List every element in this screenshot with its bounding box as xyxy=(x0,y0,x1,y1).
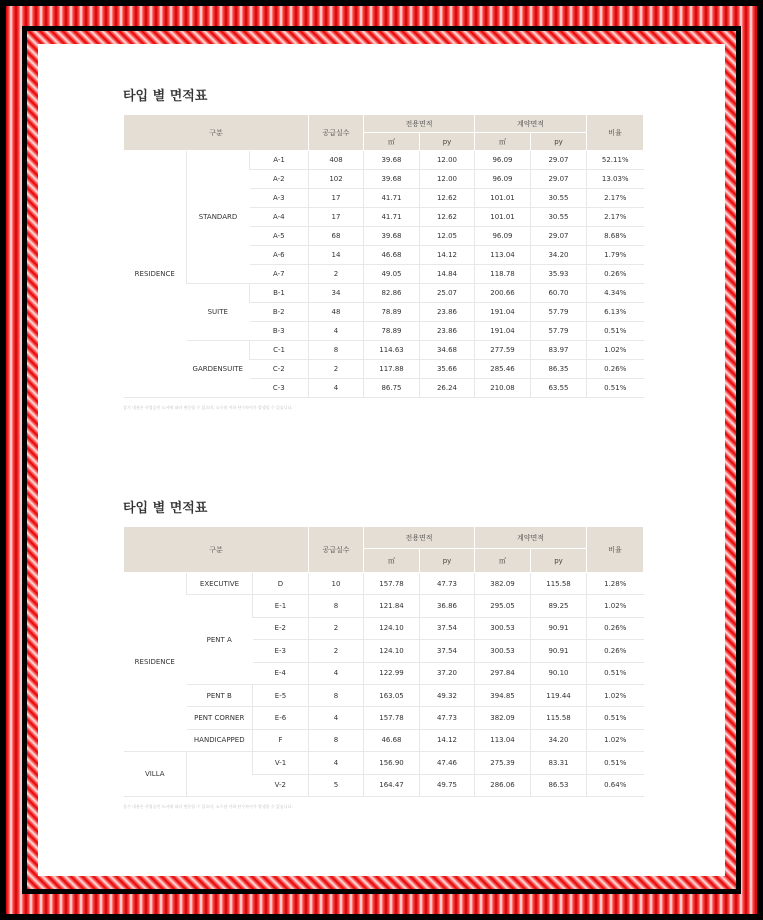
header-ratio: 비율 xyxy=(587,115,644,151)
area-table xyxy=(123,114,644,398)
ratio-cell: 0.51% xyxy=(587,707,644,729)
exclusive-py-cell: 34.68 xyxy=(420,341,475,360)
exclusive-py-cell: 37.20 xyxy=(420,662,475,684)
contract-py-cell: 30.55 xyxy=(531,189,587,208)
exclusive-m2-cell: 157.78 xyxy=(364,573,420,595)
units-cell: 2 xyxy=(309,360,364,379)
contract-py-cell: 29.07 xyxy=(531,170,587,189)
table-row xyxy=(124,284,644,303)
units-cell: 17 xyxy=(309,208,364,227)
exclusive-py-cell: 26.24 xyxy=(420,379,475,398)
type-cell: E-5 xyxy=(253,684,309,706)
units-cell: 8 xyxy=(309,595,364,617)
type-cell: D xyxy=(253,573,309,595)
units-cell: 2 xyxy=(309,617,364,639)
subgroup-cell: PENT B xyxy=(187,684,253,706)
contract-m2-cell: 200.66 xyxy=(475,284,531,303)
header-category: 구분 xyxy=(124,527,309,573)
type-cell: A-7 xyxy=(250,265,309,284)
ratio-cell: 0.51% xyxy=(587,752,644,774)
contract-py-cell: 30.55 xyxy=(531,208,587,227)
contract-py-cell: 90.10 xyxy=(531,662,587,684)
units-cell: 4 xyxy=(309,322,364,341)
section-title: 타입 별 면적표 xyxy=(123,89,208,104)
exclusive-m2-cell: 39.68 xyxy=(364,227,420,246)
ratio-cell: 2.17% xyxy=(587,189,644,208)
exclusive-m2-cell: 46.68 xyxy=(364,246,420,265)
header-unit-m2: ㎡ xyxy=(475,549,531,573)
exclusive-py-cell: 49.32 xyxy=(420,684,475,706)
type-cell: A-6 xyxy=(250,246,309,265)
ratio-cell: 0.26% xyxy=(587,265,644,284)
exclusive-py-cell: 47.73 xyxy=(420,707,475,729)
contract-m2-cell: 96.09 xyxy=(475,151,531,170)
exclusive-m2-cell: 124.10 xyxy=(364,617,420,639)
exclusive-m2-cell: 39.68 xyxy=(364,170,420,189)
contract-m2-cell: 118.78 xyxy=(475,265,531,284)
units-cell: 68 xyxy=(309,227,364,246)
header-unit-py: py xyxy=(420,549,475,573)
contract-m2-cell: 394.85 xyxy=(475,684,531,706)
contract-py-cell: 63.55 xyxy=(531,379,587,398)
exclusive-m2-cell: 41.71 xyxy=(364,208,420,227)
contract-m2-cell: 300.53 xyxy=(475,617,531,639)
units-cell: 8 xyxy=(309,684,364,706)
exclusive-py-cell: 25.07 xyxy=(420,284,475,303)
units-cell: 102 xyxy=(309,170,364,189)
units-cell: 8 xyxy=(309,729,364,751)
units-cell: 8 xyxy=(309,341,364,360)
subgroup-cell: GARDENSUITE xyxy=(187,341,250,398)
ratio-cell: 0.51% xyxy=(587,662,644,684)
contract-m2-cell: 277.59 xyxy=(475,341,531,360)
type-cell: V-1 xyxy=(253,752,309,774)
table-body xyxy=(124,151,644,398)
subgroup-cell: STANDARD xyxy=(187,151,250,284)
exclusive-py-cell: 37.54 xyxy=(420,640,475,662)
header-unit-py: py xyxy=(531,133,587,151)
contract-m2-cell: 101.01 xyxy=(475,208,531,227)
ratio-cell: 1.02% xyxy=(587,729,644,751)
header-supply-units: 공급실수 xyxy=(309,115,364,151)
type-cell: C-3 xyxy=(250,379,309,398)
exclusive-m2-cell: 114.63 xyxy=(364,341,420,360)
document-page xyxy=(38,44,725,876)
subgroup-cell: PENT A xyxy=(187,595,253,685)
contract-m2-cell: 295.05 xyxy=(475,595,531,617)
contract-m2-cell: 113.04 xyxy=(475,729,531,751)
units-cell: 4 xyxy=(309,707,364,729)
type-cell: E-6 xyxy=(253,707,309,729)
contract-py-cell: 34.20 xyxy=(531,246,587,265)
subgroup-cell: PENT CORNER xyxy=(187,707,253,729)
header-unit-py: py xyxy=(531,549,587,573)
area-table-section-1 xyxy=(123,88,643,412)
subgroup-cell: HANDICAPPED xyxy=(187,729,253,751)
contract-py-cell: 29.07 xyxy=(531,227,587,246)
contract-py-cell: 57.79 xyxy=(531,322,587,341)
exclusive-m2-cell: 157.78 xyxy=(364,707,420,729)
ratio-cell: 8.68% xyxy=(587,227,644,246)
table-body xyxy=(124,573,644,797)
contract-py-cell: 57.79 xyxy=(531,303,587,322)
contract-m2-cell: 382.09 xyxy=(475,573,531,595)
type-cell: E-4 xyxy=(253,662,309,684)
type-cell: E-1 xyxy=(253,595,309,617)
group-cell: RESIDENCE xyxy=(124,573,187,752)
contract-m2-cell: 191.04 xyxy=(475,303,531,322)
ratio-cell: 0.51% xyxy=(587,379,644,398)
area-table-section-2 xyxy=(123,500,643,811)
contract-py-cell: 34.20 xyxy=(531,729,587,751)
ratio-cell: 6.13% xyxy=(587,303,644,322)
exclusive-py-cell: 12.00 xyxy=(420,151,475,170)
units-cell: 4 xyxy=(309,379,364,398)
exclusive-m2-cell: 122.99 xyxy=(364,662,420,684)
exclusive-m2-cell: 124.10 xyxy=(364,640,420,662)
exclusive-py-cell: 14.12 xyxy=(420,729,475,751)
exclusive-py-cell: 36.86 xyxy=(420,595,475,617)
units-cell: 34 xyxy=(309,284,364,303)
type-cell: B-3 xyxy=(250,322,309,341)
type-cell: E-2 xyxy=(253,617,309,639)
units-cell: 4 xyxy=(309,752,364,774)
type-cell: C-1 xyxy=(250,341,309,360)
exclusive-py-cell: 14.84 xyxy=(420,265,475,284)
exclusive-m2-cell: 46.68 xyxy=(364,729,420,751)
exclusive-py-cell: 35.66 xyxy=(420,360,475,379)
ratio-cell: 13.03% xyxy=(587,170,644,189)
ratio-cell: 1.79% xyxy=(587,246,644,265)
exclusive-py-cell: 12.62 xyxy=(420,208,475,227)
units-cell: 48 xyxy=(309,303,364,322)
contract-py-cell: 89.25 xyxy=(531,595,587,617)
header-category: 구분 xyxy=(124,115,309,151)
units-cell: 14 xyxy=(309,246,364,265)
contract-m2-cell: 96.09 xyxy=(475,170,531,189)
exclusive-m2-cell: 86.75 xyxy=(364,379,420,398)
ratio-cell: 0.26% xyxy=(587,360,644,379)
exclusive-m2-cell: 78.89 xyxy=(364,303,420,322)
ratio-cell: 2.17% xyxy=(587,208,644,227)
contract-py-cell: 90.91 xyxy=(531,617,587,639)
exclusive-m2-cell: 82.86 xyxy=(364,284,420,303)
exclusive-m2-cell: 41.71 xyxy=(364,189,420,208)
group-cell: VILLA xyxy=(124,752,187,797)
exclusive-py-cell: 12.00 xyxy=(420,170,475,189)
exclusive-m2-cell: 164.47 xyxy=(364,774,420,796)
contract-py-cell: 83.31 xyxy=(531,752,587,774)
ratio-cell: 1.02% xyxy=(587,595,644,617)
header-ratio: 비율 xyxy=(587,527,644,573)
header-unit-m2: ㎡ xyxy=(475,133,531,151)
section-title: 타입 별 면적표 xyxy=(123,501,208,516)
contract-m2-cell: 210.08 xyxy=(475,379,531,398)
exclusive-m2-cell: 163.05 xyxy=(364,684,420,706)
ratio-cell: 1.02% xyxy=(587,684,644,706)
ratio-cell: 4.34% xyxy=(587,284,644,303)
type-cell: A-2 xyxy=(250,170,309,189)
type-cell: B-2 xyxy=(250,303,309,322)
table-row xyxy=(124,684,644,706)
header-unit-m2: ㎡ xyxy=(364,133,420,151)
table-row xyxy=(124,573,644,595)
table-row xyxy=(124,151,644,170)
ratio-cell: 52.11% xyxy=(587,151,644,170)
contract-py-cell: 35.93 xyxy=(531,265,587,284)
type-cell: V-2 xyxy=(253,774,309,796)
exclusive-m2-cell: 49.05 xyxy=(364,265,420,284)
exclusive-py-cell: 12.62 xyxy=(420,189,475,208)
exclusive-py-cell: 12.05 xyxy=(420,227,475,246)
ratio-cell: 0.26% xyxy=(587,640,644,662)
units-cell: 10 xyxy=(309,573,364,595)
contract-m2-cell: 382.09 xyxy=(475,707,531,729)
header-supply-units: 공급실수 xyxy=(309,527,364,573)
exclusive-py-cell: 37.54 xyxy=(420,617,475,639)
units-cell: 2 xyxy=(309,265,364,284)
contract-m2-cell: 101.01 xyxy=(475,189,531,208)
header-exclusive-area: 전용면적 xyxy=(364,527,475,549)
subgroup-cell: SUITE xyxy=(187,284,250,341)
contract-m2-cell: 286.06 xyxy=(475,774,531,796)
table-row xyxy=(124,729,644,751)
type-cell: A-4 xyxy=(250,208,309,227)
area-table xyxy=(123,526,644,797)
header-contract-area: 계약면적 xyxy=(475,115,587,133)
contract-m2-cell: 285.46 xyxy=(475,360,531,379)
type-cell: A-5 xyxy=(250,227,309,246)
contract-py-cell: 115.58 xyxy=(531,707,587,729)
exclusive-m2-cell: 117.88 xyxy=(364,360,420,379)
exclusive-m2-cell: 39.68 xyxy=(364,151,420,170)
units-cell: 4 xyxy=(309,662,364,684)
contract-py-cell: 86.53 xyxy=(531,774,587,796)
contract-m2-cell: 113.04 xyxy=(475,246,531,265)
contract-py-cell: 119.44 xyxy=(531,684,587,706)
type-cell: A-3 xyxy=(250,189,309,208)
subgroup-cell: EXECUTIVE xyxy=(187,573,253,595)
contract-m2-cell: 300.53 xyxy=(475,640,531,662)
contract-m2-cell: 275.39 xyxy=(475,752,531,774)
exclusive-py-cell: 14.12 xyxy=(420,246,475,265)
contract-py-cell: 115.58 xyxy=(531,573,587,595)
footnote: 상기 내용은 사업승인 도서에 따라 변동될 수 있으며, 소수점 이하 단수차이가 발생할 수 있습니다. xyxy=(123,405,293,410)
type-cell: F xyxy=(253,729,309,751)
header-contract-area: 계약면적 xyxy=(475,527,587,549)
header-unit-m2: ㎡ xyxy=(364,549,420,573)
ratio-cell: 0.51% xyxy=(587,322,644,341)
ratio-cell: 0.64% xyxy=(587,774,644,796)
exclusive-py-cell: 47.73 xyxy=(420,573,475,595)
footnote: 상기 내용은 사업승인 도서에 따라 변동될 수 있으며, 소수점 이하 단수차이가 발생할 수 있습니다. xyxy=(123,803,293,809)
table-row xyxy=(124,595,644,617)
type-cell: E-3 xyxy=(253,640,309,662)
ratio-cell: 0.26% xyxy=(587,617,644,639)
contract-py-cell: 90.91 xyxy=(531,640,587,662)
exclusive-py-cell: 23.86 xyxy=(420,322,475,341)
contract-m2-cell: 297.84 xyxy=(475,662,531,684)
group-cell: RESIDENCE xyxy=(124,151,187,398)
contract-m2-cell: 96.09 xyxy=(475,227,531,246)
exclusive-m2-cell: 156.90 xyxy=(364,752,420,774)
exclusive-m2-cell: 121.84 xyxy=(364,595,420,617)
ratio-cell: 1.28% xyxy=(587,573,644,595)
contract-py-cell: 86.35 xyxy=(531,360,587,379)
exclusive-py-cell: 47.46 xyxy=(420,752,475,774)
type-cell: A-1 xyxy=(250,151,309,170)
ratio-cell: 1.02% xyxy=(587,341,644,360)
exclusive-m2-cell: 78.89 xyxy=(364,322,420,341)
units-cell: 2 xyxy=(309,640,364,662)
header-exclusive-area: 전용면적 xyxy=(364,115,475,133)
table-row xyxy=(124,341,644,360)
units-cell: 17 xyxy=(309,189,364,208)
table-row xyxy=(124,752,644,774)
units-cell: 408 xyxy=(309,151,364,170)
type-cell: C-2 xyxy=(250,360,309,379)
contract-m2-cell: 191.04 xyxy=(475,322,531,341)
exclusive-py-cell: 49.75 xyxy=(420,774,475,796)
type-cell: B-1 xyxy=(250,284,309,303)
table-row xyxy=(124,707,644,729)
subgroup-cell xyxy=(187,752,253,797)
contract-py-cell: 60.70 xyxy=(531,284,587,303)
exclusive-py-cell: 23.86 xyxy=(420,303,475,322)
contract-py-cell: 83.97 xyxy=(531,341,587,360)
contract-py-cell: 29.07 xyxy=(531,151,587,170)
header-unit-py: py xyxy=(420,133,475,151)
units-cell: 5 xyxy=(309,774,364,796)
